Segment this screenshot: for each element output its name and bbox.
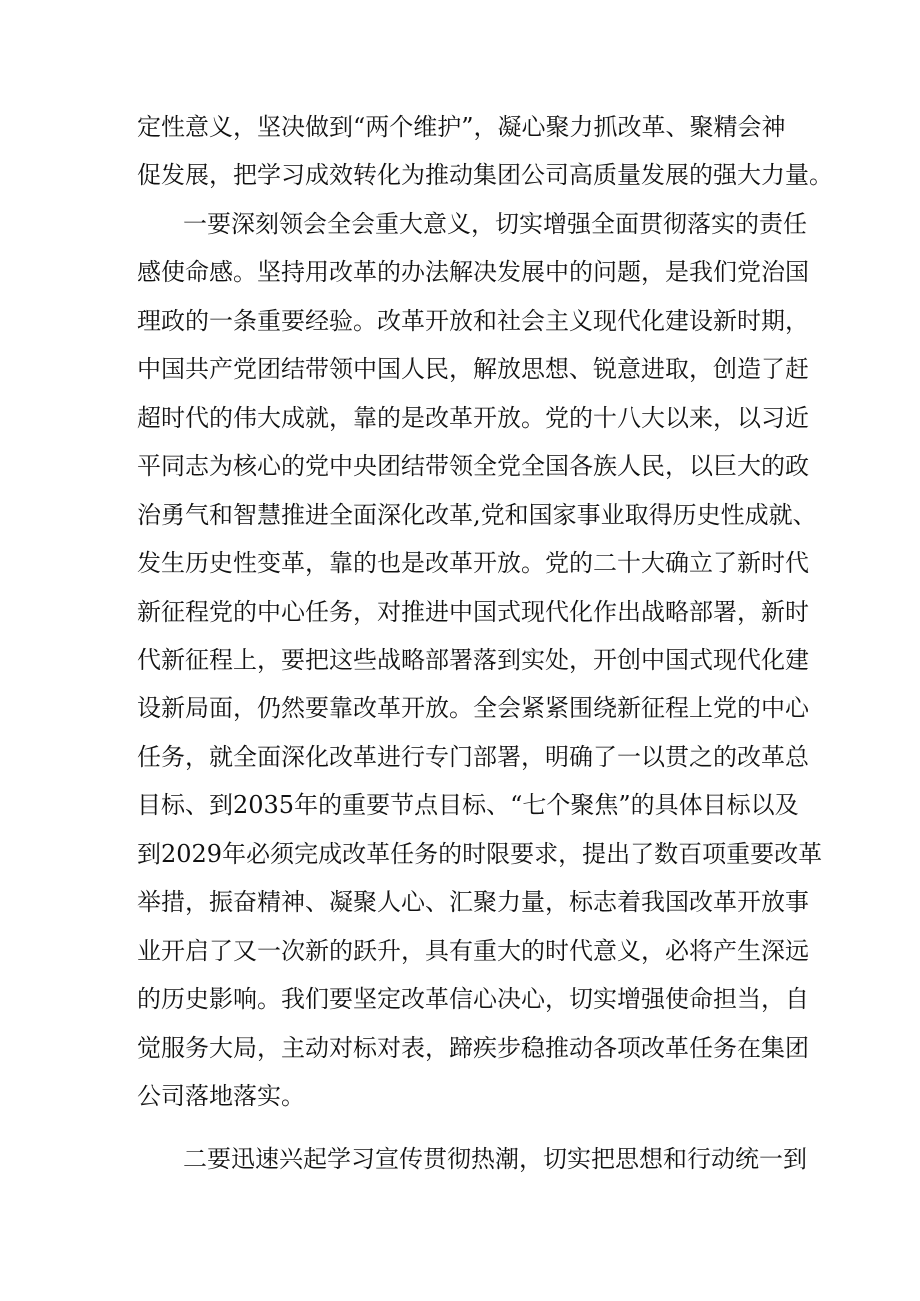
text-line: 的历史影响。我们要坚定改革信心决心，切实增强使命担当，自: [137, 985, 809, 1013]
text-line: 举措，振奋精神、凝聚人心、汇聚力量，标志着我国改革开放事: [137, 888, 809, 916]
text-line: 业开启了又一次新的跃升，具有重大的时代意义，必将产生深远: [137, 937, 809, 965]
text-line: 促发展，把学习成效转化为推动集团公司高质量发展的强大力量。: [137, 161, 833, 189]
text-line: 定性意义，坚决做到“两个维护”，凝心聚力抓改革、聚精会神: [137, 113, 786, 141]
text-line: 发生历史性变革，靠的也是改革开放。党的二十大确立了新时代: [137, 549, 809, 577]
text-line: 公司落地落实。: [137, 1082, 305, 1110]
text-line: 中国共产党团结带领中国人民，解放思想、锐意进取，创造了赶: [137, 355, 809, 383]
text-line: 目标、到2035年的重要节点目标、“七个聚焦”的具体目标以及: [137, 791, 799, 819]
text-line: 超时代的伟大成就，靠的是改革开放。党的十八大以来，以习近: [137, 404, 809, 432]
text-line: 设新局面，仍然要靠改革开放。全会紧紧围绕新征程上党的中心: [137, 694, 809, 722]
text-line: 到2029年必须完成改革任务的时限要求，提出了数百项重要改革: [137, 840, 823, 868]
text-line: 觉服务大局，主动对标对表，蹄疾步稳推动各项改革任务在集团: [137, 1034, 809, 1062]
text-line: 治勇气和智慧推进全面深化改革,党和国家事业取得历史性成就、: [137, 501, 817, 529]
text-line: 感使命感。坚持用改革的办法解决发展中的问题，是我们党治国: [137, 258, 809, 286]
text-line: 新征程党的中心任务，对推进中国式现代化作出战略部署，新时: [137, 598, 809, 626]
paragraph-start-line: 二要迅速兴起学习宣传贯彻热潮，切实把思想和行动统一到: [183, 1145, 807, 1173]
paragraph-start-line: 一要深刻领会全会重大意义，切实增强全面贯彻落实的责任: [183, 210, 807, 238]
text-line: 代新征程上，要把这些战略部署落到实处，开创中国式现代化建: [137, 646, 809, 674]
text-line: 理政的一条重要经验。改革开放和社会主义现代化建设新时期，: [137, 307, 809, 335]
text-line: 任务，就全面深化改革进行专门部署，明确了一以贯之的改革总: [137, 743, 809, 771]
text-line: 平同志为核心的党中央团结带领全党全国各族人民，以巨大的政: [137, 452, 809, 480]
